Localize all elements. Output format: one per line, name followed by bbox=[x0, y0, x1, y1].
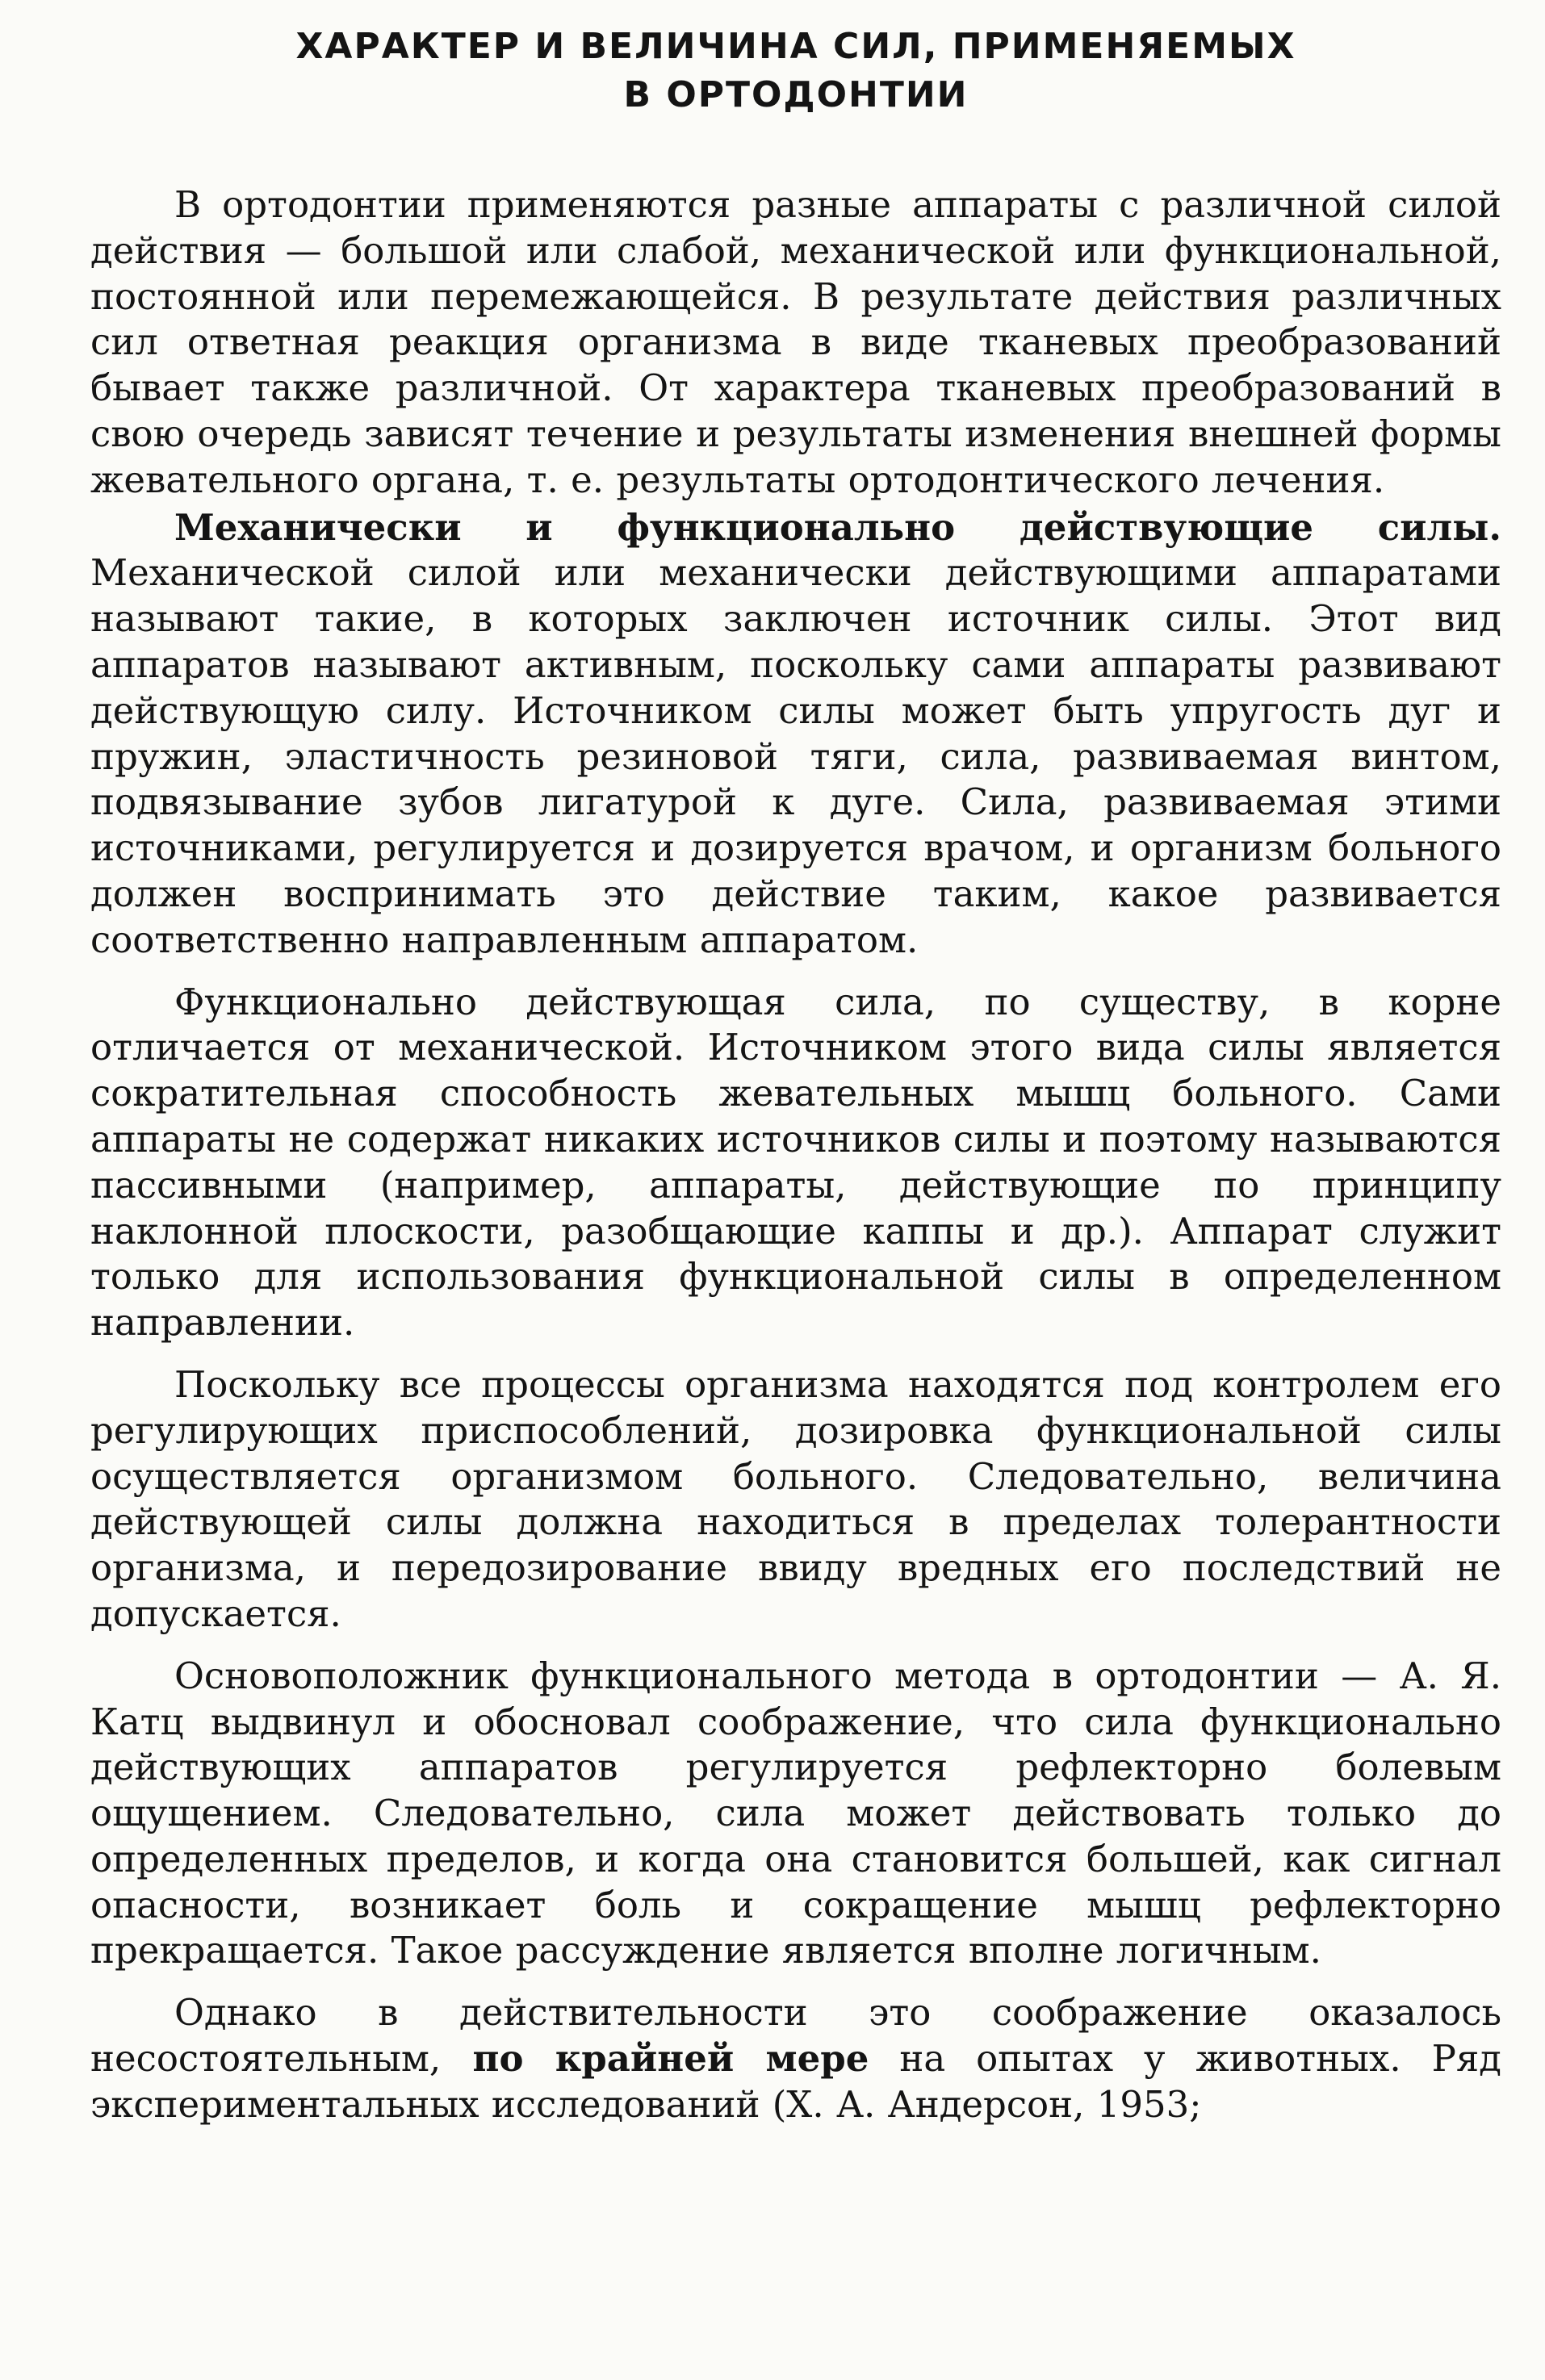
paragraph-text-continued: на опытах у животных. Ряд экспериментальных исследований (Х. А. Андерсон, 1953; bbox=[90, 2037, 1501, 2126]
body-text bbox=[90, 182, 1501, 2128]
paragraph-katz bbox=[90, 1654, 1501, 1975]
heading-line-1: ХАРАКТЕР И ВЕЛИЧИНА СИЛ, ПРИМЕНЯЕМЫХ bbox=[295, 26, 1296, 67]
paragraph-functional-forces bbox=[90, 980, 1501, 1346]
paragraph-text: Поскольку все процессы организма находятся под контролем его регулирующих приспособлений, дозировка функциональной силы осуществляется организмом больного. Следовательно, величина действующей силы должна находиться в пределах толерантности организма, и передозирование ввиду вредных его последствий не допускается. bbox=[90, 1362, 1501, 1635]
paragraph-text: В ортодонтии применяются разные аппараты с различной силой действия — большой или слабой, механической или функциональной, постоянной или перемежающейся. В результате действия различных сил ответная реакция организма в виде тканевых преобразований бывает также различной. От характера тканевых преобразований в свою очередь зависят течение и результаты изменения внешней формы жевательного органа, т. е. результаты ортодонтического лечения. bbox=[90, 183, 1501, 501]
paragraph-text: Функционально действующая сила, по существу, в корне отличается от механической. Источником этого вида силы является сократительная способность жевательных мышц больного. Сами аппараты не содержат никаких источников силы и поэтому называются пассивными (например, аппараты, действующие по принципу наклонной плоскости, разобщающие каппы и др.). Аппарат служит только для использования функциональной силы в определенном направлении. bbox=[90, 980, 1501, 1345]
paragraph-mechanical-forces bbox=[90, 505, 1501, 964]
paragraph-text: Основоположник функционального метода в ортодонтии — А. Я. Катц выдвинул и обосновал соображение, что сила функционально действующих аппаратов регулируется рефлекторно болевым ощущением. Следовательно, сила может действовать только до определенных пределов, и когда она становится большей, как сигнал опасности, возникает боль и сокращение мышц рефлекторно прекращается. Такое рассуждение является вполне логичным. bbox=[90, 1654, 1501, 1972]
emphasized-text: по крайней мере bbox=[441, 2037, 869, 2081]
paragraph-however bbox=[90, 1990, 1501, 2127]
paragraph-dosage bbox=[90, 1362, 1501, 1638]
section-heading bbox=[90, 23, 1501, 119]
run-in-heading: Механически и функционально действующие силы. bbox=[174, 505, 1501, 549]
heading-line-2: В ОРТОДОНТИИ bbox=[623, 74, 969, 115]
paragraph-text: Механической силой или механически действующими аппаратами называют такие, в которых заключен источник силы. Этот вид аппаратов называют активным, поскольку сами аппараты развивают действующую силу. Источником силы может быть упругость дуг и пружин, эластичность резиновой тяги, сила, развиваемая винтом, подвязывание зубов лигатурой к дуге. Сила, развиваемая этими источниками, регулируется и дозируется врачом, и организм больного должен воспринимать это действие таким, какое развивается соответственно направленным аппаратом. bbox=[90, 551, 1501, 961]
paragraph-intro bbox=[90, 182, 1501, 504]
paragraph-text: Однако в действительности это соображение оказалось несостоятельным, bbox=[90, 1991, 1501, 2081]
